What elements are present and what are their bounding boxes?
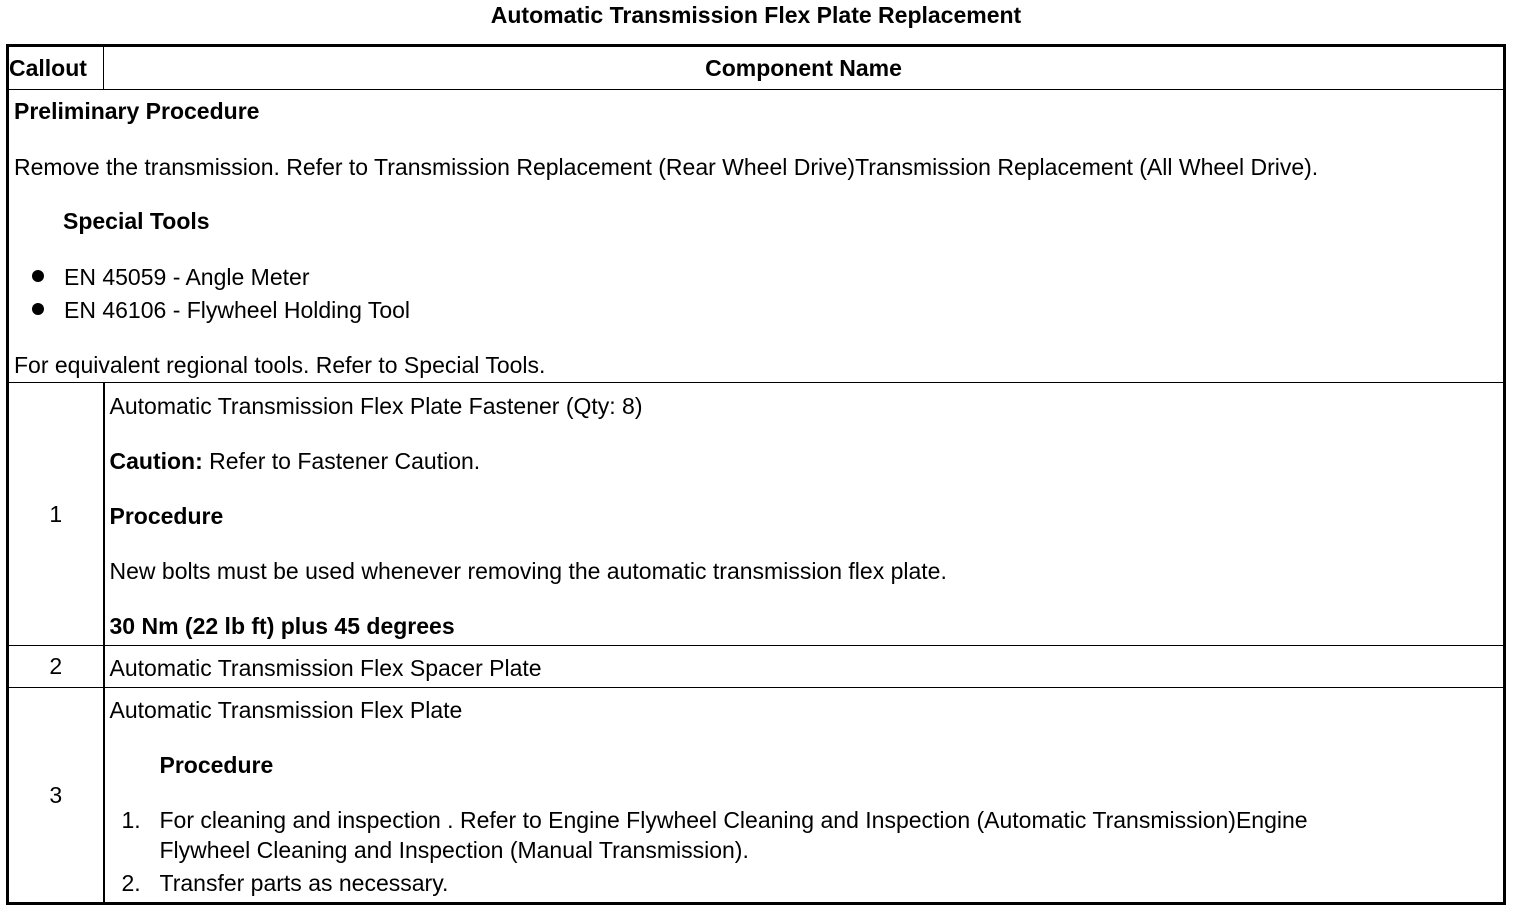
preliminary-row <box>8 90 1505 383</box>
tool-item: EN 45059 - Angle Meter <box>64 264 310 290</box>
component-column-header: Component Name <box>104 46 1505 90</box>
table-row <box>8 688 1505 904</box>
table-header-row <box>8 46 1505 90</box>
torque-spec: 30 Nm (22 lb ft) plus 45 degrees <box>109 613 455 639</box>
bullet-icon <box>32 303 44 315</box>
component-cell <box>104 688 1505 904</box>
callout-number: 2 <box>8 646 104 688</box>
callout-column-header: Callout <box>8 46 104 90</box>
preliminary-cell <box>8 90 1505 383</box>
preliminary-text: Remove the transmission. Refer to Transmission Replacement (Rear Wheel Drive)Transmission Replacement (All Wheel Drive). <box>14 154 1319 180</box>
page-title: Automatic Transmission Flex Plate Replacement <box>490 2 1022 28</box>
preliminary-heading: Preliminary Procedure <box>14 98 260 124</box>
callout-number: 3 <box>8 688 104 904</box>
bullet-icon <box>32 270 44 282</box>
step-text: For cleaning and inspection . Refer to Engine Flywheel Cleaning and Inspection (Automatic Transmission)Engine <box>159 807 1308 833</box>
procedure-text: New bolts must be used whenever removing the automatic transmission flex plate. <box>109 558 947 584</box>
caution-label: Caution: <box>109 448 203 474</box>
special-tools-heading: Special Tools <box>63 208 210 234</box>
tool-item: EN 46106 - Flywheel Holding Tool <box>64 297 411 323</box>
step-number: 1. <box>121 807 141 833</box>
preliminary-note: For equivalent regional tools. Refer to Special Tools. <box>14 352 546 378</box>
component-name: Automatic Transmission Flex Plate <box>109 697 463 723</box>
callout-number: 1 <box>8 383 104 646</box>
caution-text: Refer to Fastener Caution. <box>202 448 481 474</box>
table-row <box>8 383 1505 646</box>
step-text: Transfer parts as necessary. <box>159 870 449 896</box>
component-cell <box>104 646 1505 688</box>
component-name: Automatic Transmission Flex Spacer Plate <box>109 655 542 681</box>
caution-line <box>110 448 481 475</box>
step-text-continued: Flywheel Cleaning and Inspection (Manual Transmission). <box>159 837 749 863</box>
step-number: 2. <box>121 870 141 896</box>
procedure-heading: Procedure <box>109 503 224 529</box>
table-row <box>8 646 1505 688</box>
component-name: Automatic Transmission Flex Plate Fastener (Qty: 8) <box>109 393 643 419</box>
procedure-table <box>6 44 1506 905</box>
procedure-heading: Procedure <box>159 752 274 778</box>
component-cell <box>104 383 1505 646</box>
